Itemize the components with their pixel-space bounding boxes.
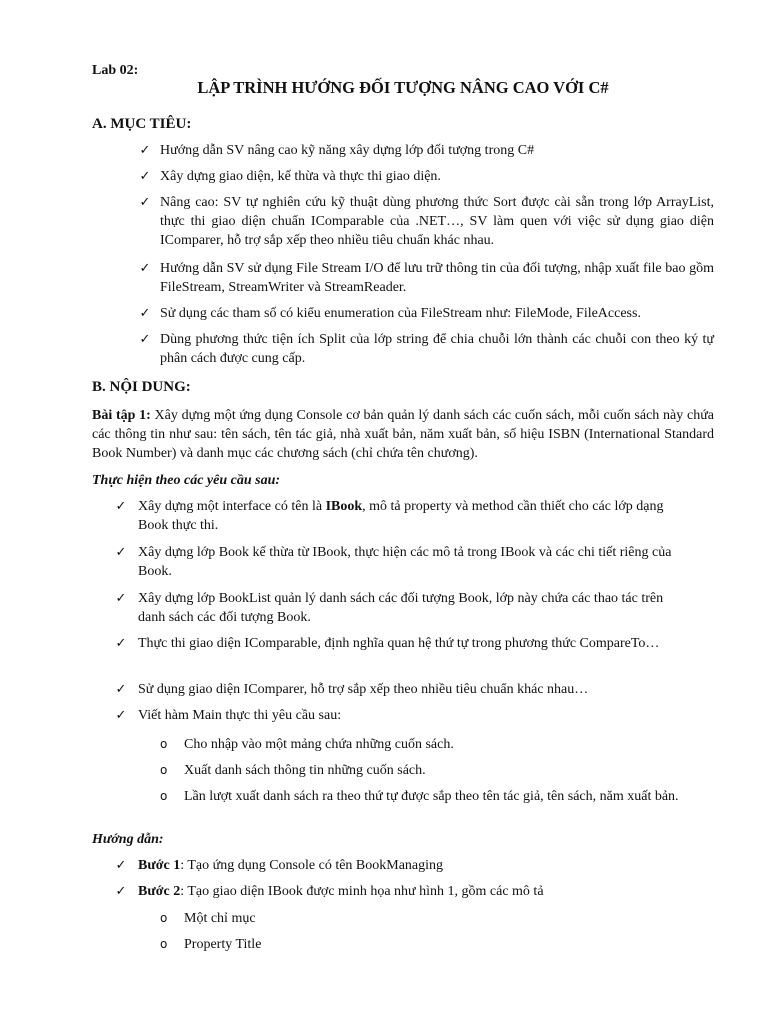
list-item <box>160 787 708 831</box>
requirement-text-part: , mô tả property và method cần thiết cho các lớp dạng Book thực thi. <box>138 499 664 533</box>
hollow-circle-bullet-icon: o <box>160 737 168 751</box>
check-mark-icon: ✓ <box>115 682 127 697</box>
objective-text: Hướng dẫn SV sử dụng File Stream I/O để lưu trữ thông tin của đối tượng, nhập xuất file bao gồm FileStream, StreamWriter và StreamReader. <box>160 261 714 295</box>
check-mark-icon: ✓ <box>139 306 151 321</box>
check-mark-icon: ✓ <box>139 332 151 347</box>
hollow-circle-bullet-icon: o <box>160 789 168 803</box>
list-item <box>138 328 714 372</box>
exercise-text: Xây dựng một ứng dụng Console cơ bản quản lý danh sách các cuốn sách, mỗi cuốn sách này chứa các thông tin như sau: tên sách, tên tác giả, nhà xuất bản, năm xuất bản, số hiệu ISBN (International Standard Book Number) và danh mục các chương sách (chỉ chứa tên chương). <box>92 408 714 461</box>
list-item <box>114 882 686 908</box>
objectives-list <box>138 141 714 372</box>
interface-name: IBook <box>325 499 363 514</box>
hollow-circle-bullet-icon: o <box>160 937 168 951</box>
objective-text: Dùng phương thức tiện ích Split của lớp string để chia chuỗi lớn thành các chuỗi con theo ký tự phân cách được cung cấp. <box>160 332 714 366</box>
check-mark-icon: ✓ <box>115 591 127 606</box>
step-text <box>138 856 686 875</box>
requirement-text: Viết hàm Main thực thi yêu cầu sau: <box>138 708 342 723</box>
sub-item-text: Cho nhập vào một mảng chứa những cuốn sách. <box>184 737 454 752</box>
list-item <box>114 543 686 589</box>
step-text <box>138 882 686 901</box>
list-item <box>114 680 686 706</box>
list-item <box>138 302 714 328</box>
list-item <box>160 735 708 761</box>
requirement-text <box>138 497 686 535</box>
hollow-circle-bullet-icon: o <box>160 911 168 925</box>
objective-text: Xây dựng giao diện, kế thừa và thực thi giao diện. <box>160 169 441 184</box>
guide-heading: Hướng dẫn: <box>92 832 164 847</box>
list-item <box>160 761 708 787</box>
requirements-heading: Thực hiện theo các yêu cầu sau: <box>92 473 281 488</box>
objective-text: Hướng dẫn SV nâng cao kỹ năng xây dựng lớp đối tượng trong C# <box>160 143 535 158</box>
step2-sub-list <box>160 909 708 961</box>
step-label: Bước 1 <box>138 858 181 873</box>
exercise-paragraph <box>92 406 714 463</box>
hollow-circle-bullet-icon: o <box>160 763 168 777</box>
step-description: : Tạo giao diện IBook được minh họa như hình 1, gồm các mô tả <box>180 884 544 899</box>
objective-text: Nâng cao: SV tự nghiên cứu kỹ thuật dùng phương thức Sort được cài sẵn trong lớp ArrayList, thực thi giao diện chuẩn IComparable của .NET…, SV làm quen với việc sử dụng giao diện IComparer, hỗ trợ sắp xếp theo nhiều tiêu chuẩn khác nhau. <box>160 195 714 248</box>
check-mark-icon: ✓ <box>115 858 127 873</box>
check-mark-icon: ✓ <box>115 636 127 651</box>
check-mark-icon: ✓ <box>139 143 151 158</box>
check-mark-icon: ✓ <box>115 708 127 723</box>
sub-item-text: Lần lượt xuất danh sách ra theo thứ tự được sắp theo tên tác giả, tên sách, năm xuất bản. <box>184 789 679 804</box>
list-item <box>138 257 714 302</box>
check-mark-icon: ✓ <box>115 545 127 560</box>
step-label: Bước 2 <box>138 884 181 899</box>
step-description: : Tạo ứng dụng Console có tên BookManaging <box>180 858 444 873</box>
list-item <box>114 856 686 882</box>
list-item <box>114 634 686 680</box>
main-requirements-list <box>160 735 708 831</box>
list-item <box>138 191 714 257</box>
list-item <box>114 497 686 543</box>
check-mark-icon: ✓ <box>139 195 151 210</box>
requirement-text: Xây dựng lớp Book kế thừa từ IBook, thực hiện các mô tả trong IBook và các chi tiết riêng của Book. <box>138 545 672 579</box>
section-b-heading: B. NỘI DUNG: <box>92 379 191 395</box>
list-item <box>114 706 686 732</box>
sub-item-text: Xuất danh sách thông tin những cuốn sách. <box>184 763 426 778</box>
list-item <box>138 165 714 191</box>
sub-item-text: Property Title <box>184 937 262 952</box>
check-mark-icon: ✓ <box>115 884 127 899</box>
requirement-text: Xây dựng lớp BookList quản lý danh sách các đối tượng Book, lớp này chứa các thao tác trên danh sách các đối tượng Book. <box>138 591 664 625</box>
requirement-text: Thực thi giao diện IComparable, định nghĩa quan hệ thứ tự trong phương thức CompareTo… <box>138 636 660 651</box>
check-mark-icon: ✓ <box>139 169 151 184</box>
list-item <box>114 589 686 634</box>
check-mark-icon: ✓ <box>139 261 151 276</box>
objective-text: Sử dụng các tham số có kiểu enumeration của FileStream như: FileMode, FileAccess. <box>160 306 641 321</box>
lab-label: Lab 02: <box>92 63 139 78</box>
section-a-heading: A. MỤC TIÊU: <box>92 116 192 132</box>
requirement-text: Sử dụng giao diện IComparer, hỗ trợ sắp xếp theo nhiều tiêu chuẩn khác nhau… <box>138 682 589 697</box>
requirement-text-part: Xây dựng một interface có tên là <box>138 499 326 514</box>
steps-list <box>114 856 686 908</box>
list-item <box>160 935 708 961</box>
page-title: LẬP TRÌNH HƯỚNG ĐỐI TƯỢNG NÂNG CAO VỚI C# <box>197 78 609 97</box>
list-item <box>160 909 708 935</box>
check-mark-icon: ✓ <box>115 499 127 514</box>
sub-item-text: Một chỉ mục <box>184 911 256 926</box>
exercise-label: Bài tập 1: <box>92 408 151 423</box>
list-item <box>138 141 714 165</box>
requirements-list <box>114 497 686 732</box>
